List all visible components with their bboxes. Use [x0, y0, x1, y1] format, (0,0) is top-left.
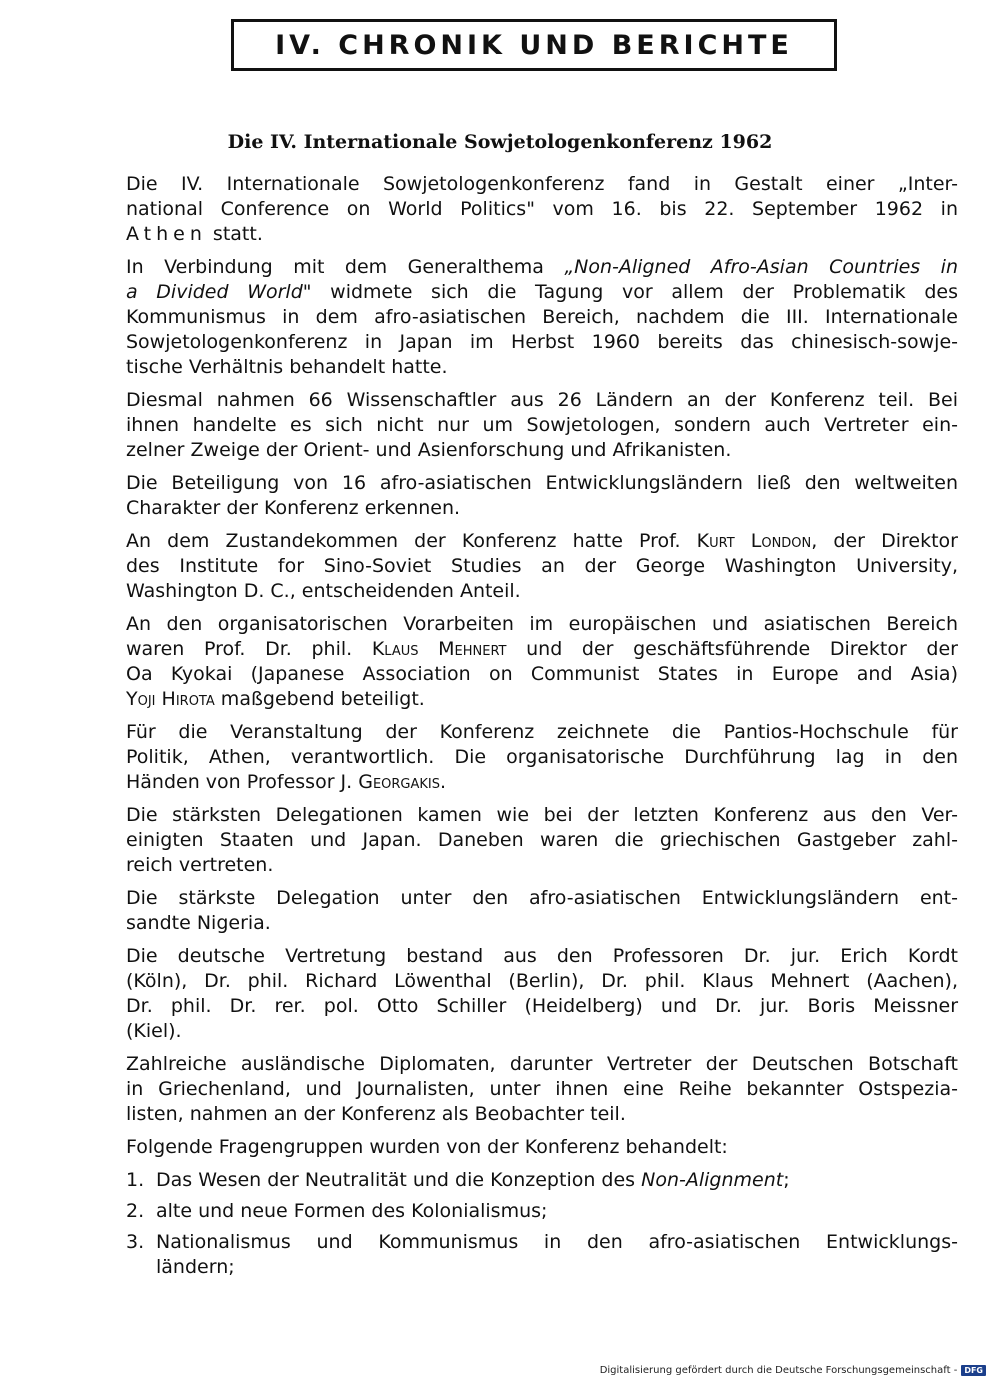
- list-number: 2.: [126, 1200, 145, 1222]
- text-line: ländern;: [156, 1256, 235, 1278]
- text-line: Washington D. C., entscheidenden Anteil.: [126, 580, 521, 602]
- list-item: [126, 1168, 958, 1193]
- credit-text: Digitalisierung gefördert durch die Deutsche Forschungsgemeinschaft -: [599, 1365, 958, 1376]
- text-fragment: widmete sich die Tagung vor allem der Problematik des: [311, 281, 958, 303]
- general-theme-italic: „Non-Aligned Afro-Asian Countries in: [564, 256, 958, 278]
- text-line: zelner Zweige der Orient- und Asienforschung und Afrikanisten.: [126, 439, 732, 461]
- paragraph-8: [126, 803, 958, 878]
- text-line: Kommunismus in dem afro-asiatischen Bereich, nachdem die III. Internationale: [126, 306, 958, 328]
- digitization-credit: [600, 1365, 986, 1376]
- article-title: Die IV. Internationale Sowjetologenkonferenz 1962: [227, 131, 773, 153]
- list-text: alte und neue Formen des Kolonialismus;: [156, 1200, 548, 1222]
- text-fragment: An dem Zustandekommen der Konferenz hatte Prof.: [126, 530, 697, 552]
- text-fragment: Das Wesen der Neutralität und die Konzeption des: [156, 1169, 642, 1191]
- text-line: in Griechenland, und Journalisten, unter ihnen eine Reihe bekannter Ostspezia-: [126, 1078, 958, 1100]
- text-fragment: Händen von Professor J.: [126, 771, 359, 793]
- text-fragment: ;: [783, 1169, 790, 1191]
- person-name: Klaus Mehnert: [371, 638, 507, 660]
- dfg-logo: DFG: [961, 1365, 986, 1376]
- text-fragment: .: [440, 771, 447, 793]
- text-fragment: statt.: [206, 223, 263, 245]
- text-line: Die Beteiligung von 16 afro-asiatischen Entwicklungsländern ließ den weltweiten: [126, 472, 958, 494]
- text-line: [126, 529, 958, 554]
- paragraph-3: [126, 388, 958, 463]
- text-line: Sowjetologenkonferenz in Japan im Herbst 1960 bereits das chinesisch-sowje-: [126, 331, 958, 353]
- text-line: Politik, Athen, verantwortlich. Die organisatorische Durchführung lag in den: [126, 746, 958, 768]
- text-line: sandte Nigeria.: [126, 912, 271, 934]
- text-fragment: , der Direktor: [811, 530, 958, 552]
- text-line: Zahlreiche ausländische Diplomaten, darunter Vertreter der Deutschen Botschaft: [126, 1053, 958, 1075]
- text-fragment: In Verbindung mit dem Generalthema: [126, 256, 565, 278]
- general-theme-italic: a Divided World": [126, 281, 312, 303]
- text-fragment: und der geschäftsführende Direktor der: [506, 638, 958, 660]
- paragraph-1: [126, 172, 958, 247]
- text-line: Dr. phil. Dr. rer. pol. Otto Schiller (Heidelberg) und Dr. jur. Boris Meissner: [126, 995, 958, 1017]
- paragraph-9: [126, 886, 958, 936]
- paragraph-4: [126, 471, 958, 521]
- text-line: Diesmal nahmen 66 Wissenschaftler aus 26 Ländern an der Konferenz teil. Bei: [126, 389, 958, 411]
- text-line: Für die Veranstaltung der Konferenz zeichnete die Pantios-Hochschule für: [126, 721, 958, 743]
- text-line: (Kiel).: [126, 1020, 182, 1042]
- italic-term: Non-Alignment: [641, 1169, 784, 1191]
- text-fragment: waren Prof. Dr. phil.: [126, 638, 372, 660]
- text-line: des Institute for Sino-Soviet Studies an der George Washington University,: [126, 555, 958, 577]
- text-line: einigten Staaten und Japan. Daneben waren die griechischen Gastgeber zahl-: [126, 829, 958, 851]
- text-line: reich vertreten.: [126, 854, 274, 876]
- article-body: [126, 172, 958, 1280]
- paragraph-12: [126, 1135, 958, 1160]
- text-line: (Köln), Dr. phil. Richard Löwenthal (Berlin), Dr. phil. Klaus Mehnert (Aachen),: [126, 970, 958, 992]
- text-fragment: maßgebend beteiligt.: [214, 688, 425, 710]
- person-name: Kurt London: [696, 530, 812, 552]
- text-line: [126, 280, 958, 305]
- person-name: Yoji Hirota: [126, 688, 215, 710]
- text-line: ihnen handelte es sich nicht nur um Sowjetologen, sondern auch Vertreter ein-: [126, 414, 958, 436]
- list-number: 1.: [126, 1169, 145, 1191]
- section-title: IV. CHRONIK UND BERICHTE: [275, 29, 793, 61]
- text-line: Die stärkste Delegation unter den afro-asiatischen Entwicklungsländern ent-: [126, 887, 958, 909]
- text-line: [126, 687, 958, 712]
- paragraph-10: [126, 944, 958, 1044]
- text-line: Die deutsche Vertretung bestand aus den Professoren Dr. jur. Erich Kordt: [126, 945, 958, 967]
- topic-list: [126, 1168, 958, 1280]
- text-line: listen, nahmen an der Konferenz als Beobachter teil.: [126, 1103, 626, 1125]
- paragraph-6: [126, 612, 958, 712]
- list-item: [126, 1230, 958, 1280]
- person-name: Georgakis: [358, 771, 441, 793]
- text-line: Oa Kyokai (Japanese Association on Communist States in Europe and Asia): [126, 663, 958, 685]
- section-header-box: [231, 19, 837, 71]
- list-text: [156, 1168, 958, 1193]
- list-text: [156, 1230, 958, 1280]
- paragraph-5: [126, 529, 958, 604]
- text-line: [126, 770, 958, 795]
- text-line: tische Verhältnis behandelt hatte.: [126, 356, 448, 378]
- spaced-city-name: Athen: [126, 223, 207, 245]
- text-line: Die stärksten Delegationen kamen wie bei der letzten Konferenz aus den Ver-: [126, 804, 958, 826]
- text-line: national Conference on World Politics" vom 16. bis 22. September 1962 in: [126, 198, 958, 220]
- text-line: Charakter der Konferenz erkennen.: [126, 497, 461, 519]
- text-line: [126, 222, 958, 247]
- text-line: Nationalismus und Kommunismus in den afro-asiatischen Entwicklungs-: [156, 1231, 958, 1253]
- text-line: An den organisatorischen Vorarbeiten im europäischen und asiatischen Bereich: [126, 613, 958, 635]
- text-line: Die IV. Internationale Sowjetologenkonferenz fand in Gestalt einer „Inter-: [126, 173, 958, 195]
- paragraph-2: [126, 255, 958, 380]
- paragraph-11: [126, 1052, 958, 1127]
- list-item: [126, 1199, 958, 1224]
- text-line: [126, 637, 958, 662]
- text-line: Folgende Fragengruppen wurden von der Konferenz behandelt:: [126, 1136, 728, 1158]
- list-number: 3.: [126, 1231, 145, 1253]
- text-line: [126, 255, 958, 280]
- paragraph-7: [126, 720, 958, 795]
